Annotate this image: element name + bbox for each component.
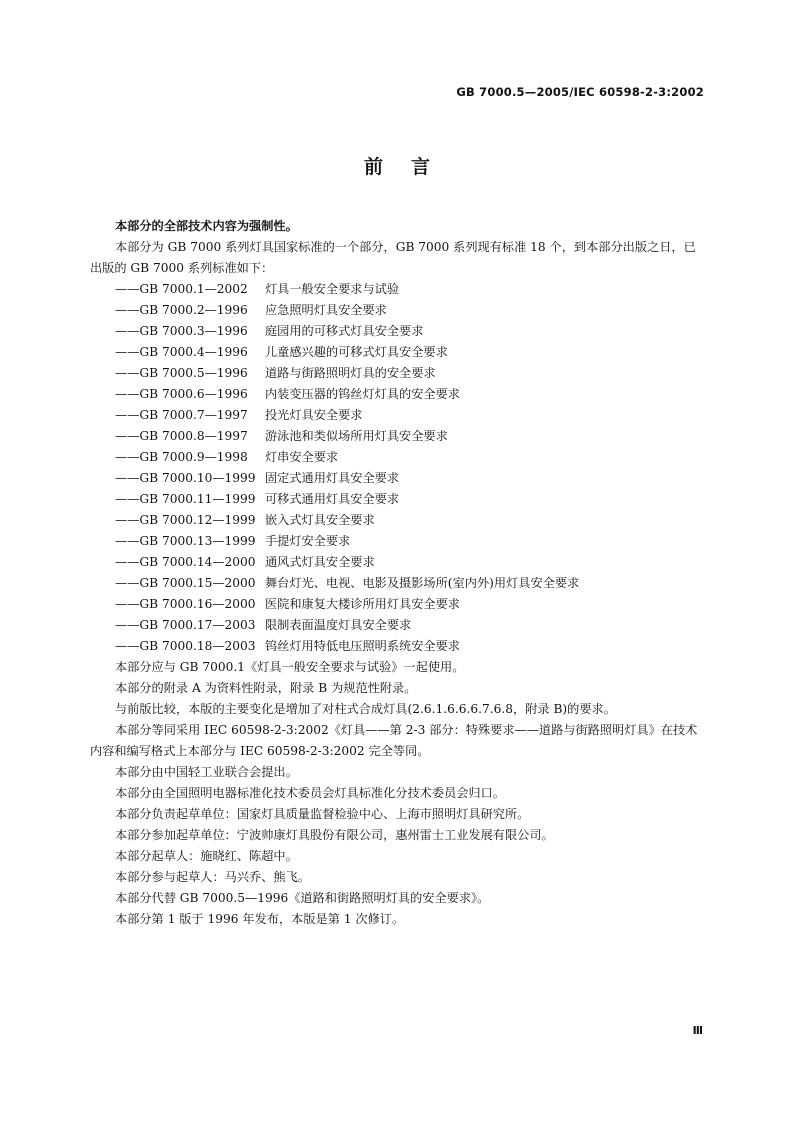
standard-code: ——GB 7000.11—1999 bbox=[115, 492, 256, 506]
standard-title: 灯具一般安全要求与试验 bbox=[265, 282, 400, 296]
standard-code: ——GB 7000.12—1999 bbox=[115, 513, 256, 527]
list-item bbox=[90, 405, 705, 426]
list-item bbox=[90, 384, 705, 405]
paragraph-use-with: 本部分应与 GB 7000.1《灯具一般安全要求与试验》一起使用。 bbox=[115, 660, 465, 674]
standard-title: 可移式通用灯具安全要求 bbox=[265, 492, 400, 506]
list-item bbox=[90, 636, 705, 657]
standard-code: ——GB 7000.8—1997 bbox=[115, 429, 248, 443]
standard-title: 医院和康复大楼诊所用灯具安全要求 bbox=[265, 597, 460, 611]
document-code-header: GB 7000.5—2005/IEC 60598-2-3:2002 bbox=[456, 85, 704, 99]
paragraph-centralized-by: 本部分由全国照明电器标准化技术委员会灯具标准化分技术委员会归口。 bbox=[115, 786, 505, 800]
standard-title: 应急照明灯具安全要求 bbox=[265, 303, 387, 317]
standard-code: ——GB 7000.13—1999 bbox=[115, 534, 256, 548]
standard-code: ——GB 7000.9—1998 bbox=[115, 450, 248, 464]
standard-code: ——GB 7000.4—1996 bbox=[115, 345, 248, 359]
list-item bbox=[90, 573, 705, 594]
list-item bbox=[90, 426, 705, 447]
standard-code: ——GB 7000.10—1999 bbox=[115, 471, 256, 485]
standard-title: 固定式通用灯具安全要求 bbox=[265, 471, 400, 485]
standard-code: ——GB 7000.5—1996 bbox=[115, 366, 248, 380]
list-item bbox=[90, 279, 705, 300]
standard-code: ——GB 7000.7—1997 bbox=[115, 408, 248, 422]
page-title: 前言 bbox=[363, 156, 458, 178]
standard-title: 庭园用的可移式灯具安全要求 bbox=[265, 324, 424, 338]
standard-title: 通风式灯具安全要求 bbox=[265, 555, 375, 569]
paragraph-appendix: 本部分的附录 A 为资料性附录，附录 B 为规范性附录。 bbox=[115, 681, 417, 695]
paragraph-series-intro bbox=[90, 237, 705, 279]
standard-code: ——GB 7000.6—1996 bbox=[115, 387, 248, 401]
paragraph-revision-history: 本部分第 1 版于 1996 年发布，本版是第 1 次修订。 bbox=[115, 912, 405, 926]
standard-title: 钨丝灯用特低电压照明系统安全要求 bbox=[265, 639, 460, 653]
list-item bbox=[90, 615, 705, 636]
list-item bbox=[90, 510, 705, 531]
standard-title: 内装变压器的钨丝灯灯具的安全要求 bbox=[265, 387, 460, 401]
list-item bbox=[90, 531, 705, 552]
paragraph-replaces: 本部分代替 GB 7000.5—1996《道路和街路照明灯具的安全要求》。 bbox=[115, 891, 490, 905]
standard-code: ——GB 7000.2—1996 bbox=[115, 303, 248, 317]
paragraph-participating-units: 本部分参加起草单位：宁波帅康灯具股份有限公司，惠州雷士工业发展有限公司。 bbox=[115, 828, 554, 842]
standard-title: 手提灯安全要求 bbox=[265, 534, 351, 548]
list-item bbox=[90, 363, 705, 384]
standard-title: 限制表面温度灯具安全要求 bbox=[265, 618, 412, 632]
standard-code: ——GB 7000.17—2003 bbox=[115, 618, 256, 632]
standard-code: ——GB 7000.15—2000 bbox=[115, 576, 256, 590]
list-item bbox=[90, 447, 705, 468]
standard-title: 儿童感兴趣的可移式灯具安全要求 bbox=[265, 345, 448, 359]
paragraph-drafters: 本部分起草人：施晓红、陈超中。 bbox=[115, 849, 298, 863]
standard-title: 嵌入式灯具安全要求 bbox=[265, 513, 375, 527]
paragraph-changes: 与前版比较，本版的主要变化是增加了对柱式合成灯具(2.6.1.6.6.6.7.6.8，附录 B)的要求。 bbox=[115, 702, 616, 716]
standard-code: ——GB 7000.16—2000 bbox=[115, 597, 256, 611]
page-number: Ⅲ bbox=[692, 1024, 703, 1037]
standard-code: ——GB 7000.18—2003 bbox=[115, 639, 256, 653]
standard-title: 舞台灯光、电视、电影及摄影场所(室内外)用灯具安全要求 bbox=[265, 576, 580, 590]
standard-code: ——GB 7000.3—1996 bbox=[115, 324, 248, 338]
paragraph-equivalence-text: 本部分等同采用 IEC 60598-2-3:2002《灯具——第 2-3 部分：特殊要求——道路与街路照明灯具》在技术内容和编写格式上本部分与 IEC 60598-2-3:2002 完全等同。 bbox=[90, 723, 698, 758]
standard-code: ——GB 7000.14—2000 bbox=[115, 555, 256, 569]
standard-title: 投光灯具安全要求 bbox=[265, 408, 363, 422]
paragraph-series-text: 本部分为 GB 7000 系列灯具国家标准的一个部分，GB 7000 系列现有标准 18 个，到本部分出版之日，已出版的 GB 7000 系列标准如下： bbox=[90, 240, 696, 275]
paragraph-mandatory: 本部分的全部技术内容为强制性。 bbox=[115, 219, 298, 233]
list-item bbox=[90, 489, 705, 510]
paragraph-equivalence bbox=[90, 720, 705, 762]
paragraph-participating-drafters: 本部分参与起草人：马兴乔、熊飞。 bbox=[115, 870, 310, 884]
standard-title: 灯串安全要求 bbox=[265, 450, 339, 464]
standards-list bbox=[90, 279, 705, 657]
standard-code: ——GB 7000.1—2002 bbox=[115, 282, 248, 296]
list-item bbox=[90, 468, 705, 489]
list-item bbox=[90, 300, 705, 321]
standard-title: 游泳池和类似场所用灯具安全要求 bbox=[265, 429, 448, 443]
paragraph-drafting-unit: 本部分负责起草单位：国家灯具质量监督检验中心、上海市照明灯具研究所。 bbox=[115, 807, 530, 821]
list-item bbox=[90, 552, 705, 573]
paragraph-proposed-by: 本部分由中国轻工业联合会提出。 bbox=[115, 765, 298, 779]
list-item bbox=[90, 342, 705, 363]
document-body bbox=[90, 216, 705, 930]
list-item bbox=[90, 321, 705, 342]
list-item bbox=[90, 594, 705, 615]
standard-title: 道路与街路照明灯具的安全要求 bbox=[265, 366, 436, 380]
